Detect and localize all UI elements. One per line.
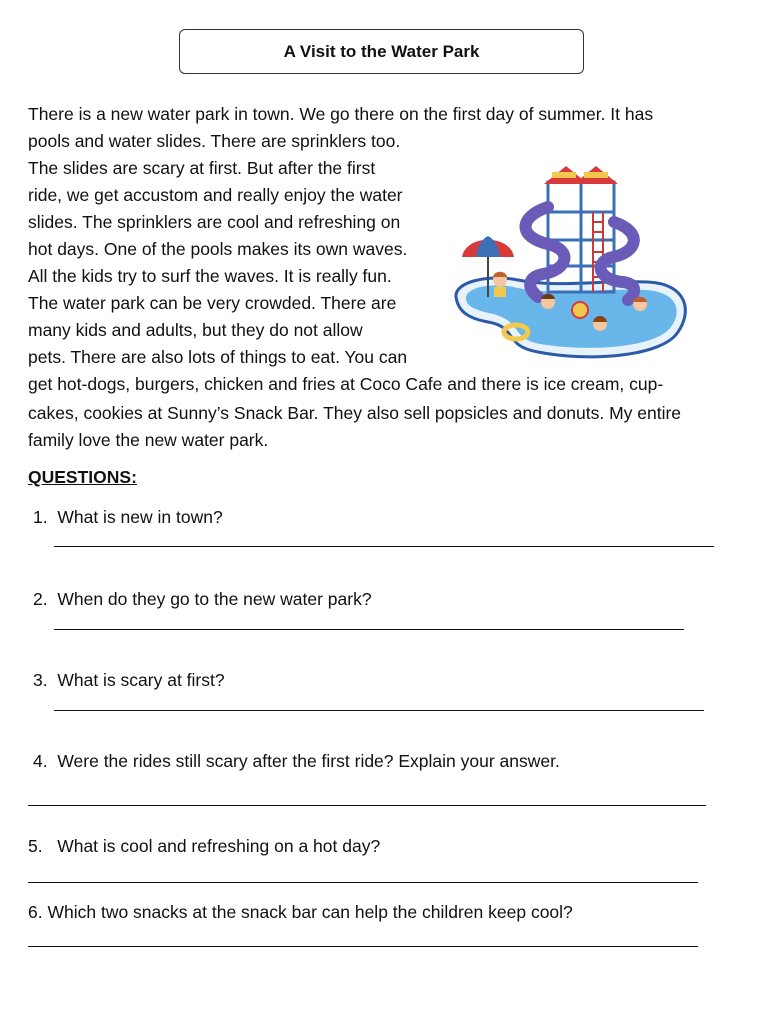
question-5: [28, 836, 380, 856]
passage-line: hot days. One of the pools makes its own waves.: [28, 239, 408, 259]
question-number: 6.: [28, 902, 43, 922]
question-number: 2.: [33, 589, 48, 609]
answer-line-4[interactable]: [28, 805, 706, 806]
answer-line-1[interactable]: [54, 546, 714, 547]
question-text: What is scary at first?: [57, 670, 225, 690]
passage-line: slides. The sprinklers are cool and refreshing on: [28, 212, 401, 232]
passage-line: pools and water slides. There are sprinklers too.: [28, 131, 401, 151]
question-2: [33, 589, 372, 609]
question-number: 4.: [33, 751, 48, 771]
answer-line-5[interactable]: [28, 882, 698, 883]
water-park-slide-pool-icon: [448, 162, 690, 362]
answer-line-6[interactable]: [28, 946, 698, 947]
question-3: [33, 670, 225, 690]
passage-line: The slides are scary at first. But after the first: [28, 158, 376, 178]
question-text: When do they go to the new water park?: [57, 589, 372, 609]
question-text: What is cool and refreshing on a hot day?: [57, 836, 381, 856]
question-4: [33, 751, 560, 771]
passage-line: pets. There are also lots of things to eat. You can: [28, 347, 408, 367]
answer-line-3[interactable]: [54, 710, 704, 711]
page-title: A Visit to the Water Park: [283, 41, 480, 61]
passage-line: family love the new water park.: [28, 430, 269, 450]
answer-line-2[interactable]: [54, 629, 684, 630]
question-6: [28, 902, 573, 922]
passage-line: ride, we get accustom and really enjoy the water: [28, 185, 403, 205]
passage-line: many kids and adults, but they do not allow: [28, 320, 363, 340]
question-text: Were the rides still scary after the first ride? Explain your answer.: [57, 751, 560, 771]
question-text: What is new in town?: [57, 507, 223, 527]
question-text: Which two snacks at the snack bar can help the children keep cool?: [47, 902, 573, 922]
passage-line: cakes, cookies at Sunny’s Snack Bar. They also sell popsicles and donuts. My entire: [28, 403, 682, 423]
question-number: 3.: [33, 670, 48, 690]
passage-line: All the kids try to surf the waves. It is really fun.: [28, 266, 392, 286]
passage-line: The water park can be very crowded. There are: [28, 293, 397, 313]
question-number: 5.: [28, 836, 43, 856]
question-1: [33, 507, 223, 527]
questions-heading: QUESTIONS:: [28, 467, 137, 487]
question-number: 1.: [33, 507, 48, 527]
passage-line: get hot-dogs, burgers, chicken and fries at Coco Cafe and there is ice cream, cup-: [28, 374, 664, 394]
passage-line: There is a new water park in town. We go there on the first day of summer. It has: [28, 104, 654, 124]
title-box: [179, 29, 584, 74]
